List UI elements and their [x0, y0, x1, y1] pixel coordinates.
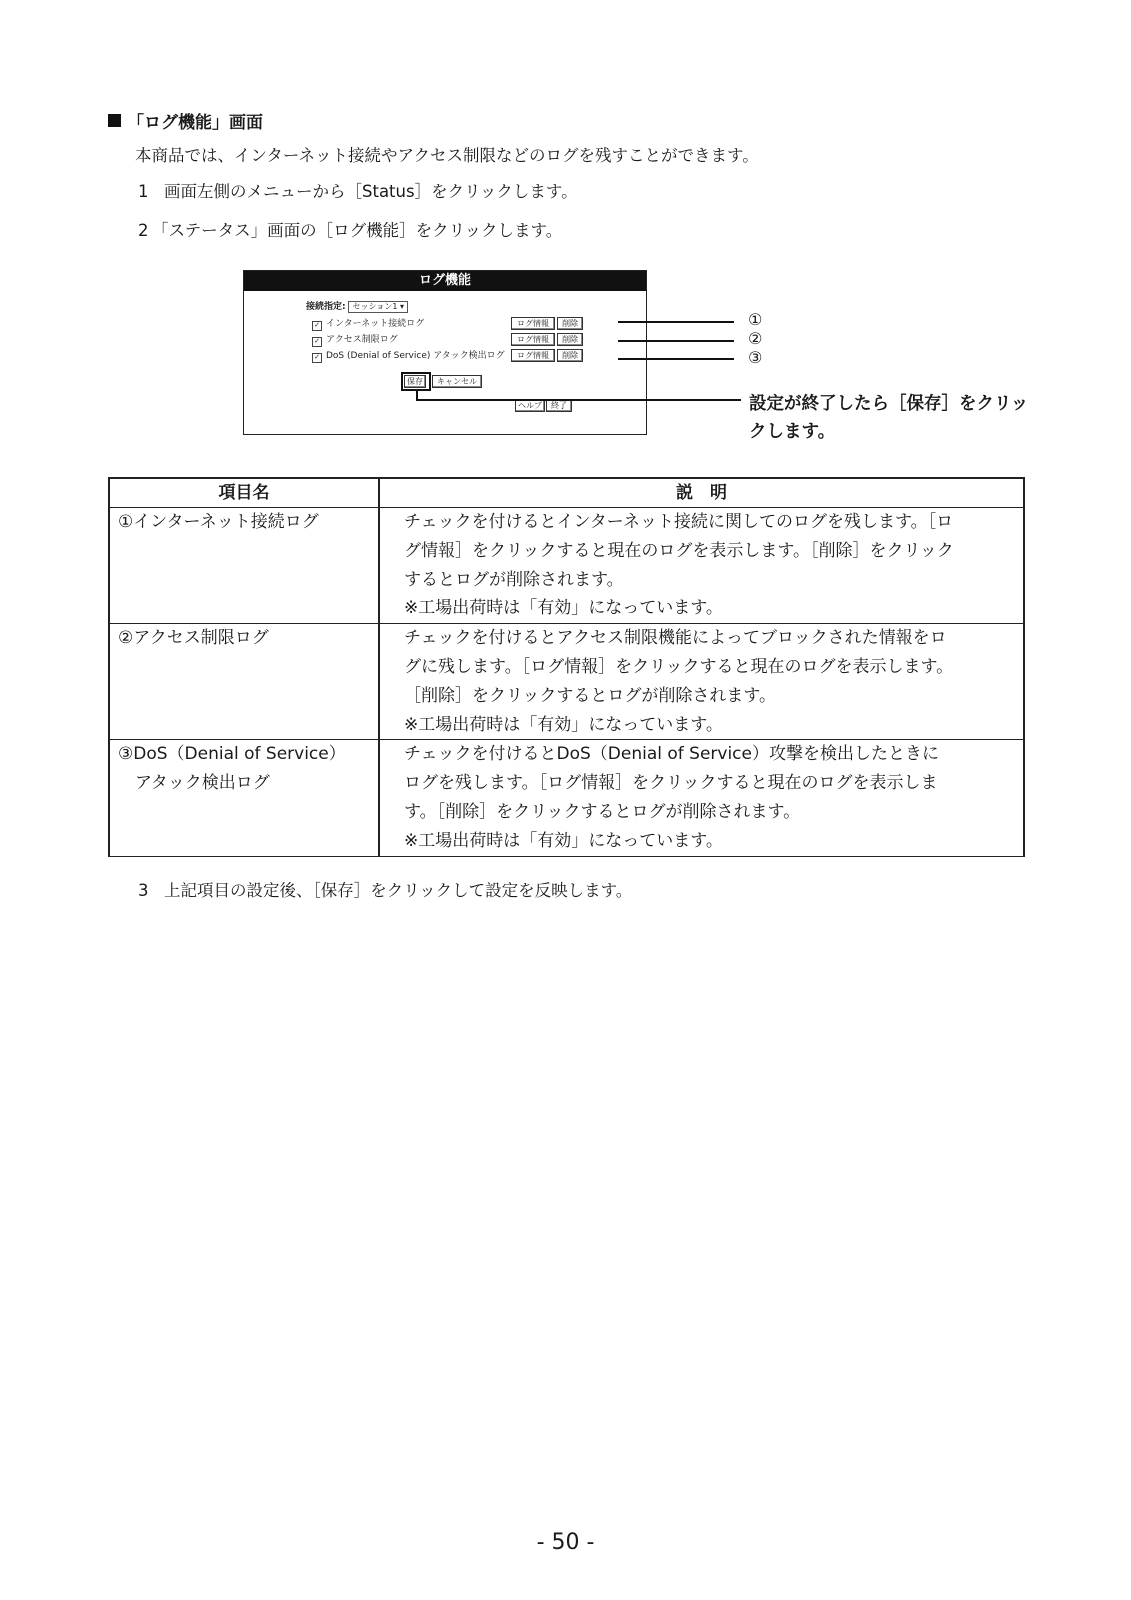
intro-text: 本商品では、インターネット接続やアクセス制限などのログを残すことができます。 — [135, 146, 759, 165]
delete-button-2[interactable]: 削除 — [557, 333, 583, 346]
save-note: 設定が終了したら［保存］をクリックします。 — [749, 394, 1029, 442]
step-3 — [138, 880, 632, 902]
checkbox-dos-log[interactable]: ✓ — [312, 353, 322, 363]
callout-marker-1: ① — [748, 310, 763, 329]
log-option-row — [312, 332, 398, 346]
option-label: インターネット接続ログ — [326, 319, 425, 329]
callout-line-1 — [618, 321, 734, 323]
page-number: - 50 - — [536, 1530, 595, 1555]
checkbox-internet-log[interactable]: ✓ — [312, 321, 322, 331]
step-text: 「ステータス」画面の［ログ機能］をクリックします。 — [152, 221, 563, 240]
connection-row — [306, 299, 408, 313]
section-heading — [108, 108, 263, 133]
step-2 — [138, 220, 562, 242]
items-table — [108, 477, 1025, 857]
item-name: ①インターネット接続ログ — [109, 508, 379, 624]
black-square-icon — [108, 114, 121, 127]
log-option-row — [312, 316, 424, 330]
item-description: チェックを付けるとアクセス制限機能によってブロックされた情報をロ グに残します。［ログ情報］をクリックすると現在のログを表示します。 ［削除］をクリックするとログが削除されます。 ※工場出荷時は「有効」になっています。 — [379, 624, 1024, 740]
item-description: チェックを付けるとDoS（Denial of Service）攻撃を検出したときに ログを残します。［ログ情報］をクリックすると現在のログを表示しま す。［削除］をクリックするとログが削除されます。 ※工場出荷時は「有効」になっています。 — [379, 740, 1024, 856]
step-number: 1 — [138, 182, 149, 201]
option-label: アクセス制限ログ — [326, 335, 398, 345]
log-info-button-3[interactable]: ログ情報 — [511, 349, 555, 362]
log-option-row — [312, 348, 505, 362]
column-header-desc: 説 明 — [379, 478, 1024, 508]
table-row — [109, 740, 1024, 856]
step-1 — [138, 181, 578, 203]
log-info-button-1[interactable]: ログ情報 — [511, 317, 555, 330]
screenshot-title-bar: ログ機能 — [244, 271, 646, 291]
step-number: 2 — [138, 221, 149, 240]
item-name: ③DoS（Denial of Service） アタック検出ログ — [109, 740, 379, 856]
callout-line-2 — [618, 340, 734, 342]
table-header-row — [109, 478, 1024, 508]
callout-line-3 — [618, 358, 734, 360]
delete-button-3[interactable]: 削除 — [557, 349, 583, 362]
log-settings-screenshot — [243, 270, 647, 435]
item-description: チェックを付けるとインターネット接続に関してのログを残します。［ロ グ情報］をクリックすると現在のログを表示します。［削除］をクリック するとログが削除されます。 ※工場出荷時は「有効」になっています。 — [379, 508, 1024, 624]
step-number: 3 — [138, 881, 149, 900]
save-button[interactable]: 保存 — [404, 375, 426, 388]
exit-button[interactable]: 終了 — [546, 399, 572, 412]
table-row — [109, 624, 1024, 740]
connection-label: 接続指定: — [306, 302, 346, 312]
option-label: DoS (Denial of Service) アタック検出ログ — [326, 351, 505, 361]
step-text: 上記項目の設定後、［保存］をクリックして設定を反映します。 — [164, 881, 633, 900]
item-name: ②アクセス制限ログ — [109, 624, 379, 740]
section-title: 「ログ機能」画面 — [127, 113, 263, 133]
column-header-name: 項目名 — [109, 478, 379, 508]
help-button[interactable]: ヘルプ — [515, 399, 545, 412]
callout-marker-2: ② — [748, 329, 763, 348]
session-select[interactable]: セッション1 ▾ — [348, 301, 408, 313]
delete-button-1[interactable]: 削除 — [557, 317, 583, 330]
save-callout-line — [416, 399, 741, 401]
log-info-button-2[interactable]: ログ情報 — [511, 333, 555, 346]
step-text: 画面左側のメニューから［Status］をクリックします。 — [164, 182, 578, 201]
cancel-button[interactable]: キャンセル — [432, 375, 482, 388]
checkbox-access-log[interactable]: ✓ — [312, 337, 322, 347]
table-row — [109, 508, 1024, 624]
chevron-down-icon: ▾ — [399, 301, 404, 311]
callout-marker-3: ③ — [748, 348, 763, 367]
